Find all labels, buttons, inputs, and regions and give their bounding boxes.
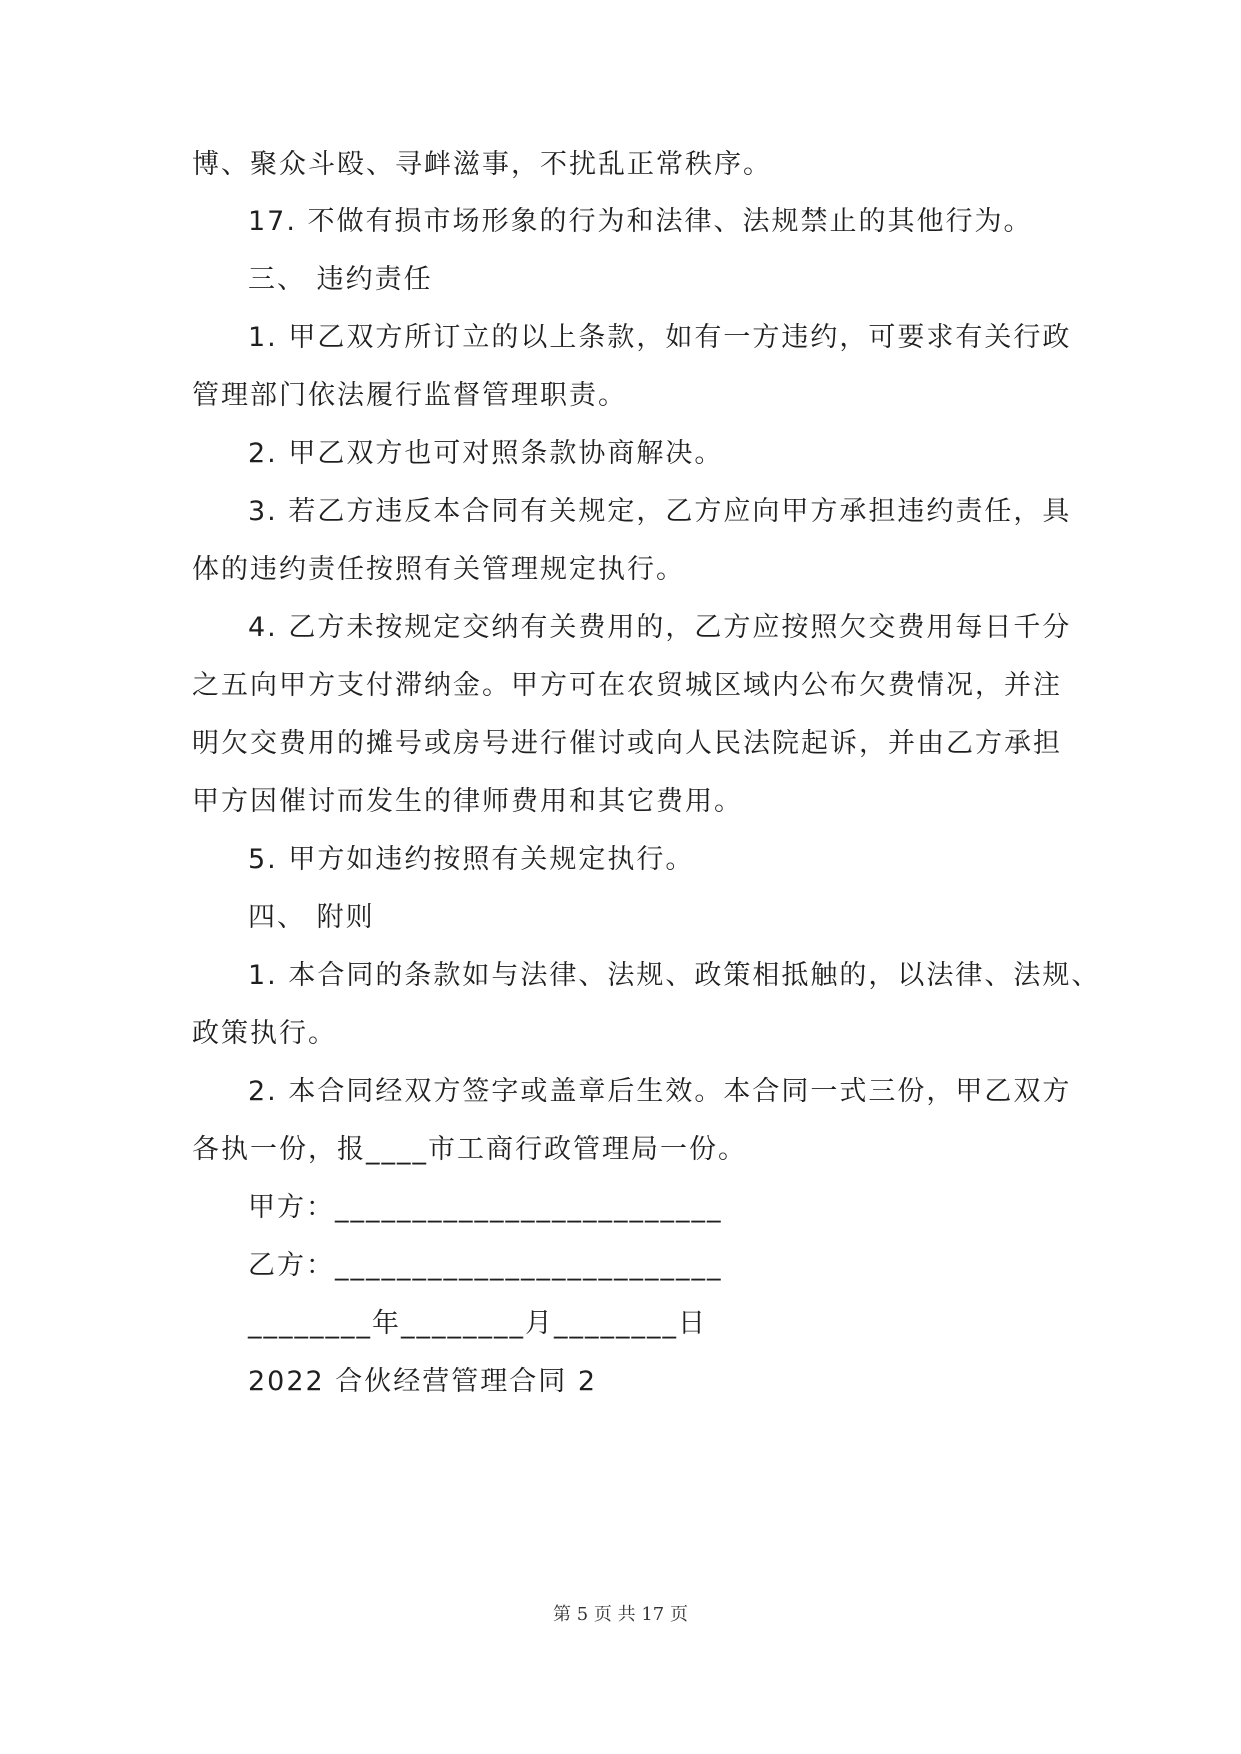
- breach-clause-4-line-3: 明欠交费用的摊号或房号进行催讨或向人民法院起诉，并由乙方承担: [192, 728, 1062, 759]
- date-line: ________年________月________日: [248, 1308, 707, 1339]
- clause-17: 17. 不做有损市场形象的行为和法律、法规禁止的其他行为。: [248, 206, 1033, 237]
- text-line-1: 博、聚众斗殴、寻衅滋事，不扰乱正常秩序。: [192, 149, 772, 180]
- breach-clause-1-line-2: 管理部门依法履行监督管理职责。: [192, 380, 627, 411]
- breach-clause-4-line-2: 之五向甲方支付滞纳金。甲方可在农贸城区域内公布欠费情况，并注: [192, 670, 1062, 701]
- breach-clause-4-line-4: 甲方因催讨而发生的律师费用和其它费用。: [192, 786, 743, 817]
- breach-clause-4-line-1: 4. 乙方未按规定交纳有关费用的，乙方应按照欠交费用每日千分: [248, 612, 1072, 643]
- page-footer: 第 5 页 共 17 页: [553, 1604, 688, 1625]
- section-heading-breach: 三、 违约责任: [248, 264, 433, 295]
- appendix-clause-2-line-2: 各执一份，报____市工商行政管理局一份。: [192, 1134, 747, 1165]
- appendix-clause-1-line-1: 1. 本合同的条款如与法律、法规、政策相抵触的，以法律、法规、: [248, 960, 1101, 991]
- breach-clause-3-line-1: 3. 若乙方违反本合同有关规定，乙方应向甲方承担违约责任，具: [248, 496, 1072, 527]
- breach-clause-2: 2. 甲乙双方也可对照条款协商解决。: [248, 438, 724, 469]
- appendix-clause-2-line-1: 2. 本合同经双方签字或盖章后生效。本合同一式三份，甲乙双方: [248, 1076, 1072, 1107]
- breach-clause-1-line-1: 1. 甲乙双方所订立的以上条款，如有一方违约，可要求有关行政: [248, 322, 1072, 353]
- breach-clause-5: 5. 甲方如违约按照有关规定执行。: [248, 844, 695, 875]
- section-heading-appendix: 四、 附则: [248, 902, 375, 933]
- party-b-signature-line: 乙方：_________________________: [248, 1250, 723, 1281]
- appendix-clause-1-line-2: 政策执行。: [192, 1018, 337, 1049]
- next-contract-title: 2022 合伙经营管理合同 2: [248, 1366, 598, 1397]
- party-a-signature-line: 甲方：_________________________: [248, 1192, 723, 1223]
- breach-clause-3-line-2: 体的违约责任按照有关管理规定执行。: [192, 554, 685, 585]
